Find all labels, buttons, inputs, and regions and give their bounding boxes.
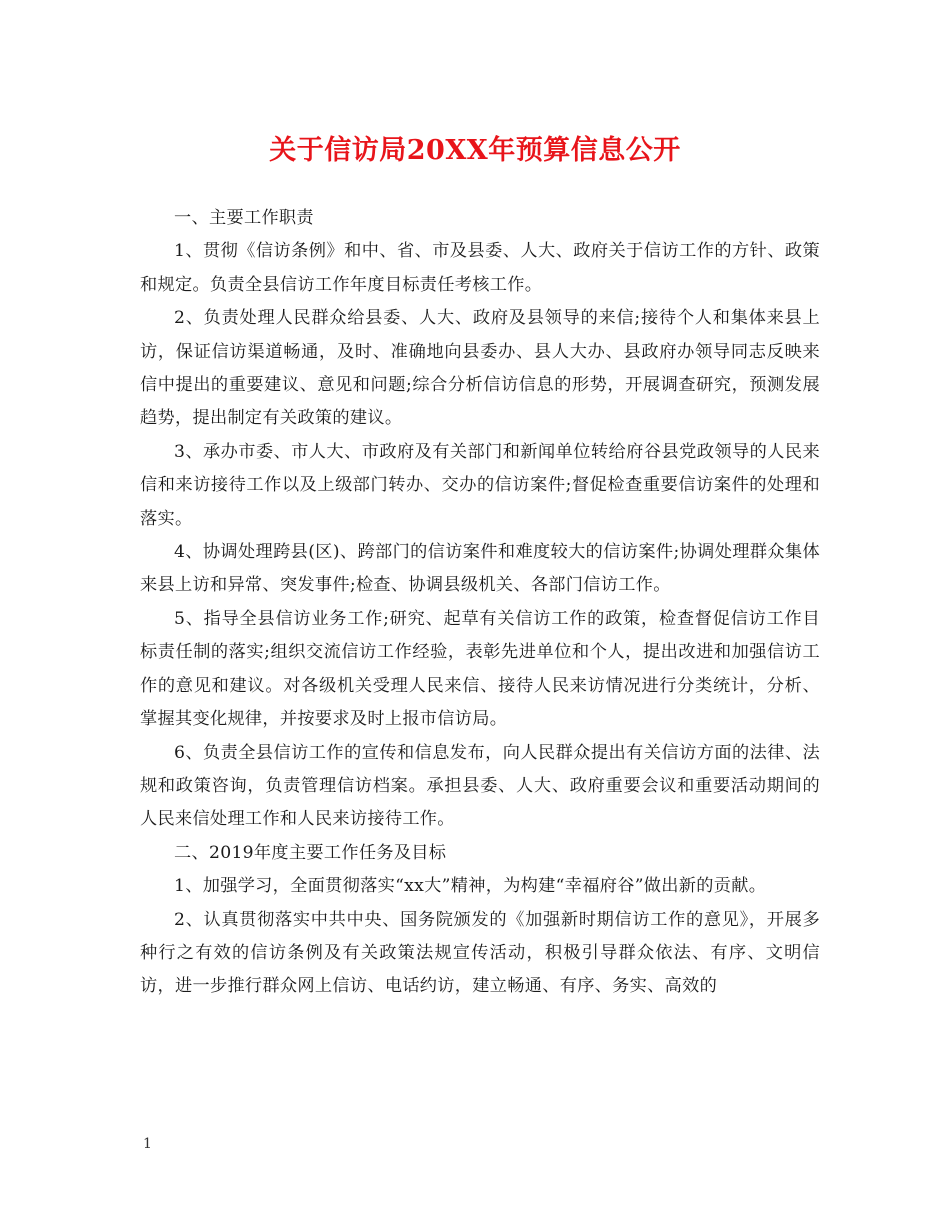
paragraph: 5、指导全县信访业务工作;研究、起草有关信访工作的政策，检查督促信访工作目标责任制的落实;组织交流信访工作经验，表彰先进单位和个人，提出改进和加强信访工作的意见和建议。对各级机关受理人民来信、接待人民来访情况进行分类统计，分析、掌握其变化规律，并按要求及时上报市信访局。 — [140, 608, 820, 730]
paragraph: 1、加强学习，全面贯彻落实“xx大”精神，为构建“幸福府谷”做出新的贡献。 — [174, 876, 767, 897]
section-heading: 一、主要工作职责 — [174, 208, 314, 228]
paragraph: 2、负责处理人民群众给县委、人大、政府及县领导的来信;接待个人和集体来县上访，保证信访渠道畅通，及时、准确地向县委办、县人大办、县政府办领导同志反映来信中提出的重要建议、意见和问题;综合分析信访信息的形势，开展调查研究，预测发展趋势，提出制定有关政策的建议。 — [140, 308, 820, 429]
document-title: 关于信访局20XX年预算信息公开 — [269, 135, 681, 166]
section-heading: 二、2019年度主要工作任务及目标 — [174, 842, 447, 863]
paragraph: 6、负责全县信访工作的宣传和信息发布，向人民群众提出有关信访方面的法律、法规和政策咨询，负责管理信访档案。承担县委、人大、政府重要会议和重要活动期间的人民来信处理工作和人民来访接待工作。 — [140, 742, 820, 830]
page-number: 1 — [143, 1136, 152, 1152]
paragraph: 4、协调处理跨县(区)、跨部门的信访案件和难度较大的信访案件;协调处理群众集体来县上访和异常、突发事件;检查、协调县级机关、各部门信访工作。 — [140, 542, 820, 596]
paragraph: 3、承办市委、市人大、市政府及有关部门和新闻单位转给府谷县党政领导的人民来信和来访接待工作以及上级部门转办、交办的信访案件;督促检查重要信访案件的处理和落实。 — [140, 441, 820, 529]
paragraph: 1、贯彻《信访条例》和中、省、市及县委、人大、政府关于信访工作的方针、政策和规定。负责全县信访工作年度目标责任考核工作。 — [140, 241, 820, 295]
paragraph: 2、认真贯彻落实中共中央、国务院颁发的《加强新时期信访工作的意见》，开展多种行之有效的信访条例及有关政策法规宣传活动，积极引导群众依法、有序、文明信访，进一步推行群众网上信访、电话约访，建立畅通、有序、务实、高效的 — [140, 909, 820, 997]
document-body — [140, 202, 820, 1004]
